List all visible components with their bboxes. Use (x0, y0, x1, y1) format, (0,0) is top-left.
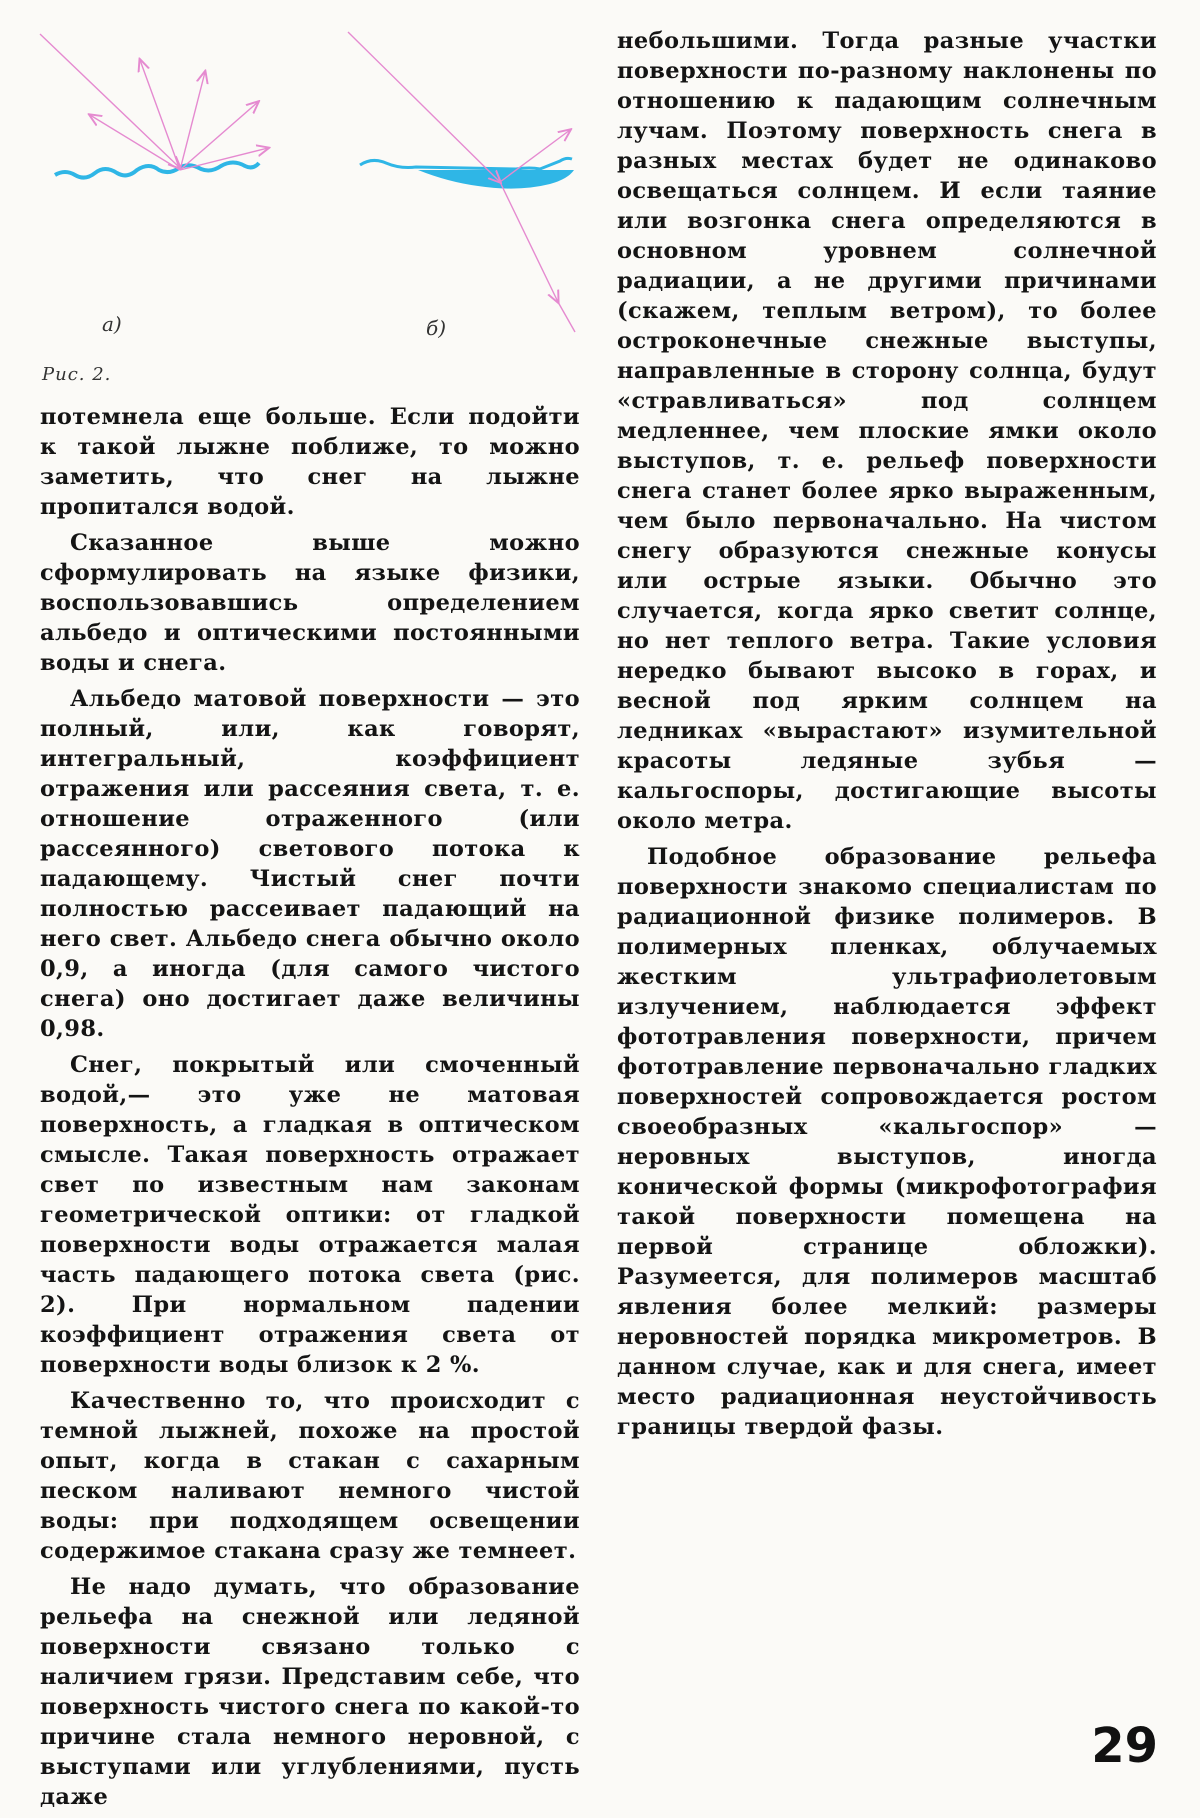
figure-label-a: а) (102, 312, 122, 336)
figure-label-b: б) (426, 316, 447, 340)
figure-2 (30, 20, 590, 380)
scattered-ray (180, 72, 205, 170)
paragraph: Не надо думать, что образование рельефа на снежной или ледяной поверхности связано только с наличием грязи. Представим себе, что поверхность чистого снега по какой-то причине стала немного неровной, с выступами или углублениями, пусть даже (40, 1574, 580, 1810)
diagram-a-matte-reflection (40, 34, 268, 178)
paragraph: Сказанное выше можно сформулировать на языке физики, воспользовавшись определением альбедо и оптическими постоянными воды и снега. (40, 530, 580, 676)
refracted-ray-tail (558, 302, 575, 332)
scattered-ray (90, 115, 180, 170)
water-layer (418, 170, 574, 189)
page-number: 29 (1091, 1718, 1158, 1774)
wet-snow-surface (360, 158, 572, 169)
reflection-diagram (30, 20, 590, 360)
paragraph: Альбедо матовой поверхности — это полный, или, как говорят, интегральный, коэффициент отражения или рассеяния света, т. е. отношение отраженного (или рассеянного) светового потока к падающему. Чистый снег почти полностью рассеивает падающий на него свет. Альбедо снега обычно около 0,9, а иногда (для самого чистого снега) оно достигает даже величины 0,98. (40, 686, 580, 1042)
rough-snow-surface (55, 163, 259, 178)
incident-ray (40, 34, 180, 168)
refracted-ray (500, 182, 558, 302)
paragraph: небольшими. Тогда разные участки поверхности по-разному наклонены по отношению к падающим солнечным лучам. Поэтому поверхность снега в разных местах будет не одинаково освещаться солнцем. И если таяние или возгонка снега определяются в основном уровнем солнечной радиации, а не другими причинами (скажем, теплым ветром), то более остроконечные снежные выступы, направленные в сторону солнца, будут «стравливаться» под солнцем медленнее, чем плоские ямки около выступов, т. е. рельеф поверхности снега станет более ярко выраженным, чем было первоначально. На чистом снегу образуются снежные конусы или острые языки. Обычно это случается, когда ярко светит солнце, но нет теплого ветра. Такие условия нередко бывают высоко в горах, и весной под ярким солнцем на ледниках «вырастают» изумительной красоты ледяные зубья — кальгоспоры, достигающие высоты около метра. (617, 28, 1157, 834)
scattered-ray (140, 60, 180, 170)
right-column (617, 26, 1157, 1448)
left-column (40, 402, 580, 1818)
diagram-b-smooth-reflection (348, 32, 575, 332)
paragraph: Подобное образование рельефа поверхности знакомо специалистам по радиационной физике полимеров. В полимерных пленках, облучаемых жестким ультрафиолетовым излучением, наблюдается эффект фототравления поверхности, причем фототравление первоначально гладких поверхностей сопровождается ростом своеобразных «кальгоспор» — неровных выступов, иногда конической формы (микрофотография такой поверхности помещена на первой странице обложки). Разумеется, для полимеров масштаб явления более мелкий: размеры неровностей порядка микрометров. В данном случае, как и для снега, имеет место радиационная неустойчивость границы твердой фазы. (617, 844, 1157, 1440)
paragraph: Снег, покрытый или смоченный водой,— это уже не матовая поверхность, а гладкая в оптическом смысле. Такая поверхность отражает свет по известным нам законам геометрической оптики: от гладкой поверхности воды отражается малая часть падающего потока света (рис. 2). При нормальном падении коэффициент отражения света от поверхности воды близок к 2 %. (40, 1052, 580, 1378)
figure-caption: Рис. 2. (42, 364, 112, 385)
paragraph: потемнела еще больше. Если подойти к такой лыжне поближе, то можно заметить, что снег на лыжне пропитался водой. (40, 404, 580, 520)
paragraph: Качественно то, что происходит с темной лыжней, похоже на простой опыт, когда в стакан с сахарным песком наливают немного чистой воды: при подходящем освещении содержимое стакана сразу же темнеет. (40, 1388, 580, 1564)
